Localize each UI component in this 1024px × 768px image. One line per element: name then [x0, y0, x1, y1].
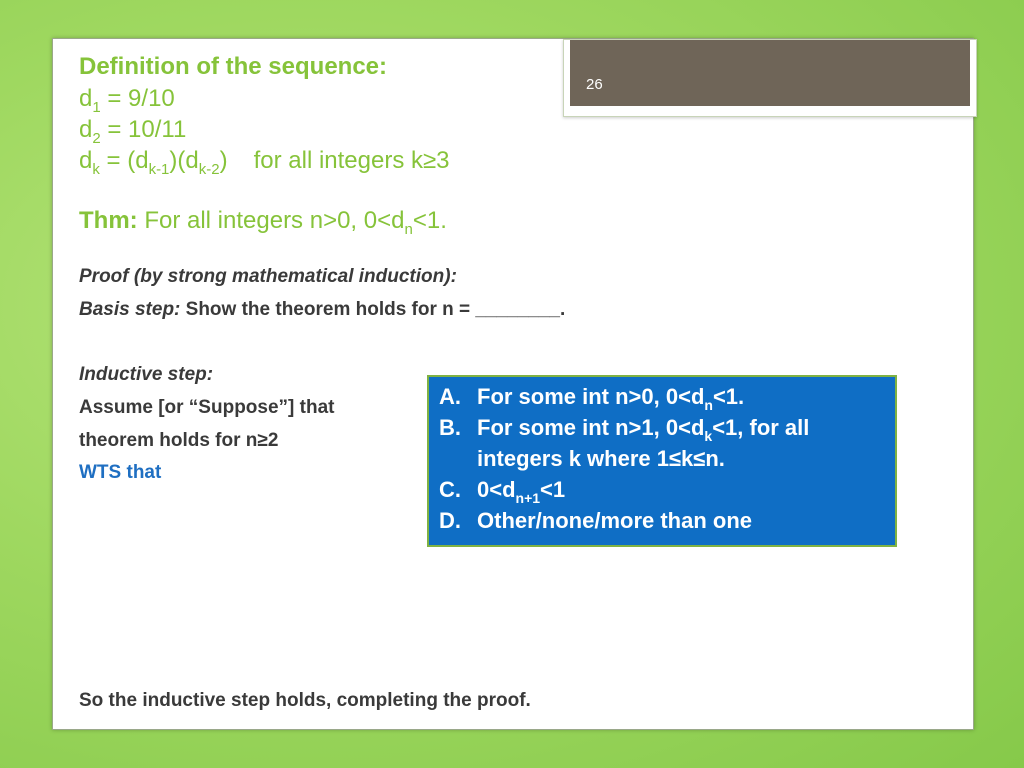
dk-var: d	[79, 147, 93, 174]
d1-var: d	[79, 85, 93, 112]
basis-text: Show the theorem holds for n = ________.	[180, 299, 566, 320]
dk-sub1: k-1	[148, 161, 170, 178]
theorem-text-after: <1.	[412, 207, 447, 234]
answer-c-before: 0<d	[477, 477, 516, 502]
slide-number-band	[570, 40, 970, 106]
answer-c-letter: C.	[439, 477, 461, 502]
d2-sub: 2	[92, 130, 101, 147]
theorem-line	[79, 207, 447, 238]
theorem-sub: n	[404, 221, 413, 238]
definition-d2	[79, 116, 187, 147]
answer-b[interactable]	[439, 415, 810, 444]
definition-dk	[79, 147, 450, 178]
answer-a-after: <1.	[712, 384, 745, 409]
slide-number-tab	[563, 39, 977, 117]
basis-step	[79, 299, 565, 321]
assume-line-2: theorem holds for n≥2	[79, 430, 279, 451]
dk-mid: )(d	[169, 147, 199, 174]
answer-a-sub: n	[704, 397, 713, 413]
answer-choices-box	[427, 375, 897, 547]
answer-d-letter: D.	[439, 508, 461, 533]
dk-close: )	[219, 147, 228, 174]
wts-label: WTS that	[79, 462, 162, 483]
slide-number: 26	[586, 76, 603, 93]
basis-label: Basis step:	[79, 299, 181, 320]
dk-eq: = (d	[99, 147, 149, 174]
answer-a-letter: A.	[439, 384, 461, 409]
answer-d-text: Other/none/more than one	[477, 508, 753, 533]
d2-rest: = 10/11	[100, 116, 187, 143]
proof-title: Proof (by strong mathematical induction):	[79, 266, 457, 287]
inductive-step-label: Inductive step:	[79, 364, 214, 385]
dk-condition: for all integers k≥3	[253, 147, 450, 174]
answer-b-letter: B.	[439, 415, 461, 440]
answer-a[interactable]	[439, 384, 745, 413]
answer-b-after: <1, for all	[712, 415, 810, 440]
answer-b-before: For some int n>1, 0<d	[477, 415, 705, 440]
definition-heading: Definition of the sequence:	[79, 53, 388, 80]
answer-c-after: <1	[540, 477, 566, 502]
slide	[52, 38, 974, 730]
d1-sub: 1	[92, 99, 101, 116]
theorem-label: Thm:	[79, 207, 138, 234]
answer-b-line2: integers k where 1≤k≤n.	[477, 446, 725, 471]
answer-c[interactable]	[439, 477, 566, 506]
d1-rest: = 9/10	[100, 85, 175, 112]
dk-sub2: k-2	[198, 161, 220, 178]
answer-a-before: For some int n>0, 0<d	[477, 384, 705, 409]
answer-d[interactable]	[439, 508, 752, 534]
theorem-text-before: For all integers n>0, 0<d	[137, 207, 405, 234]
answer-c-sub: n+1	[515, 490, 541, 506]
answer-b-continued	[439, 446, 725, 472]
conclusion: So the inductive step holds, completing the proof.	[79, 690, 531, 711]
assume-line-1: Assume [or “Suppose”] that	[79, 397, 335, 418]
answer-b-sub: k	[704, 428, 713, 444]
dk-sub: k	[92, 161, 100, 178]
d2-var: d	[79, 116, 93, 143]
definition-d1	[79, 85, 175, 116]
